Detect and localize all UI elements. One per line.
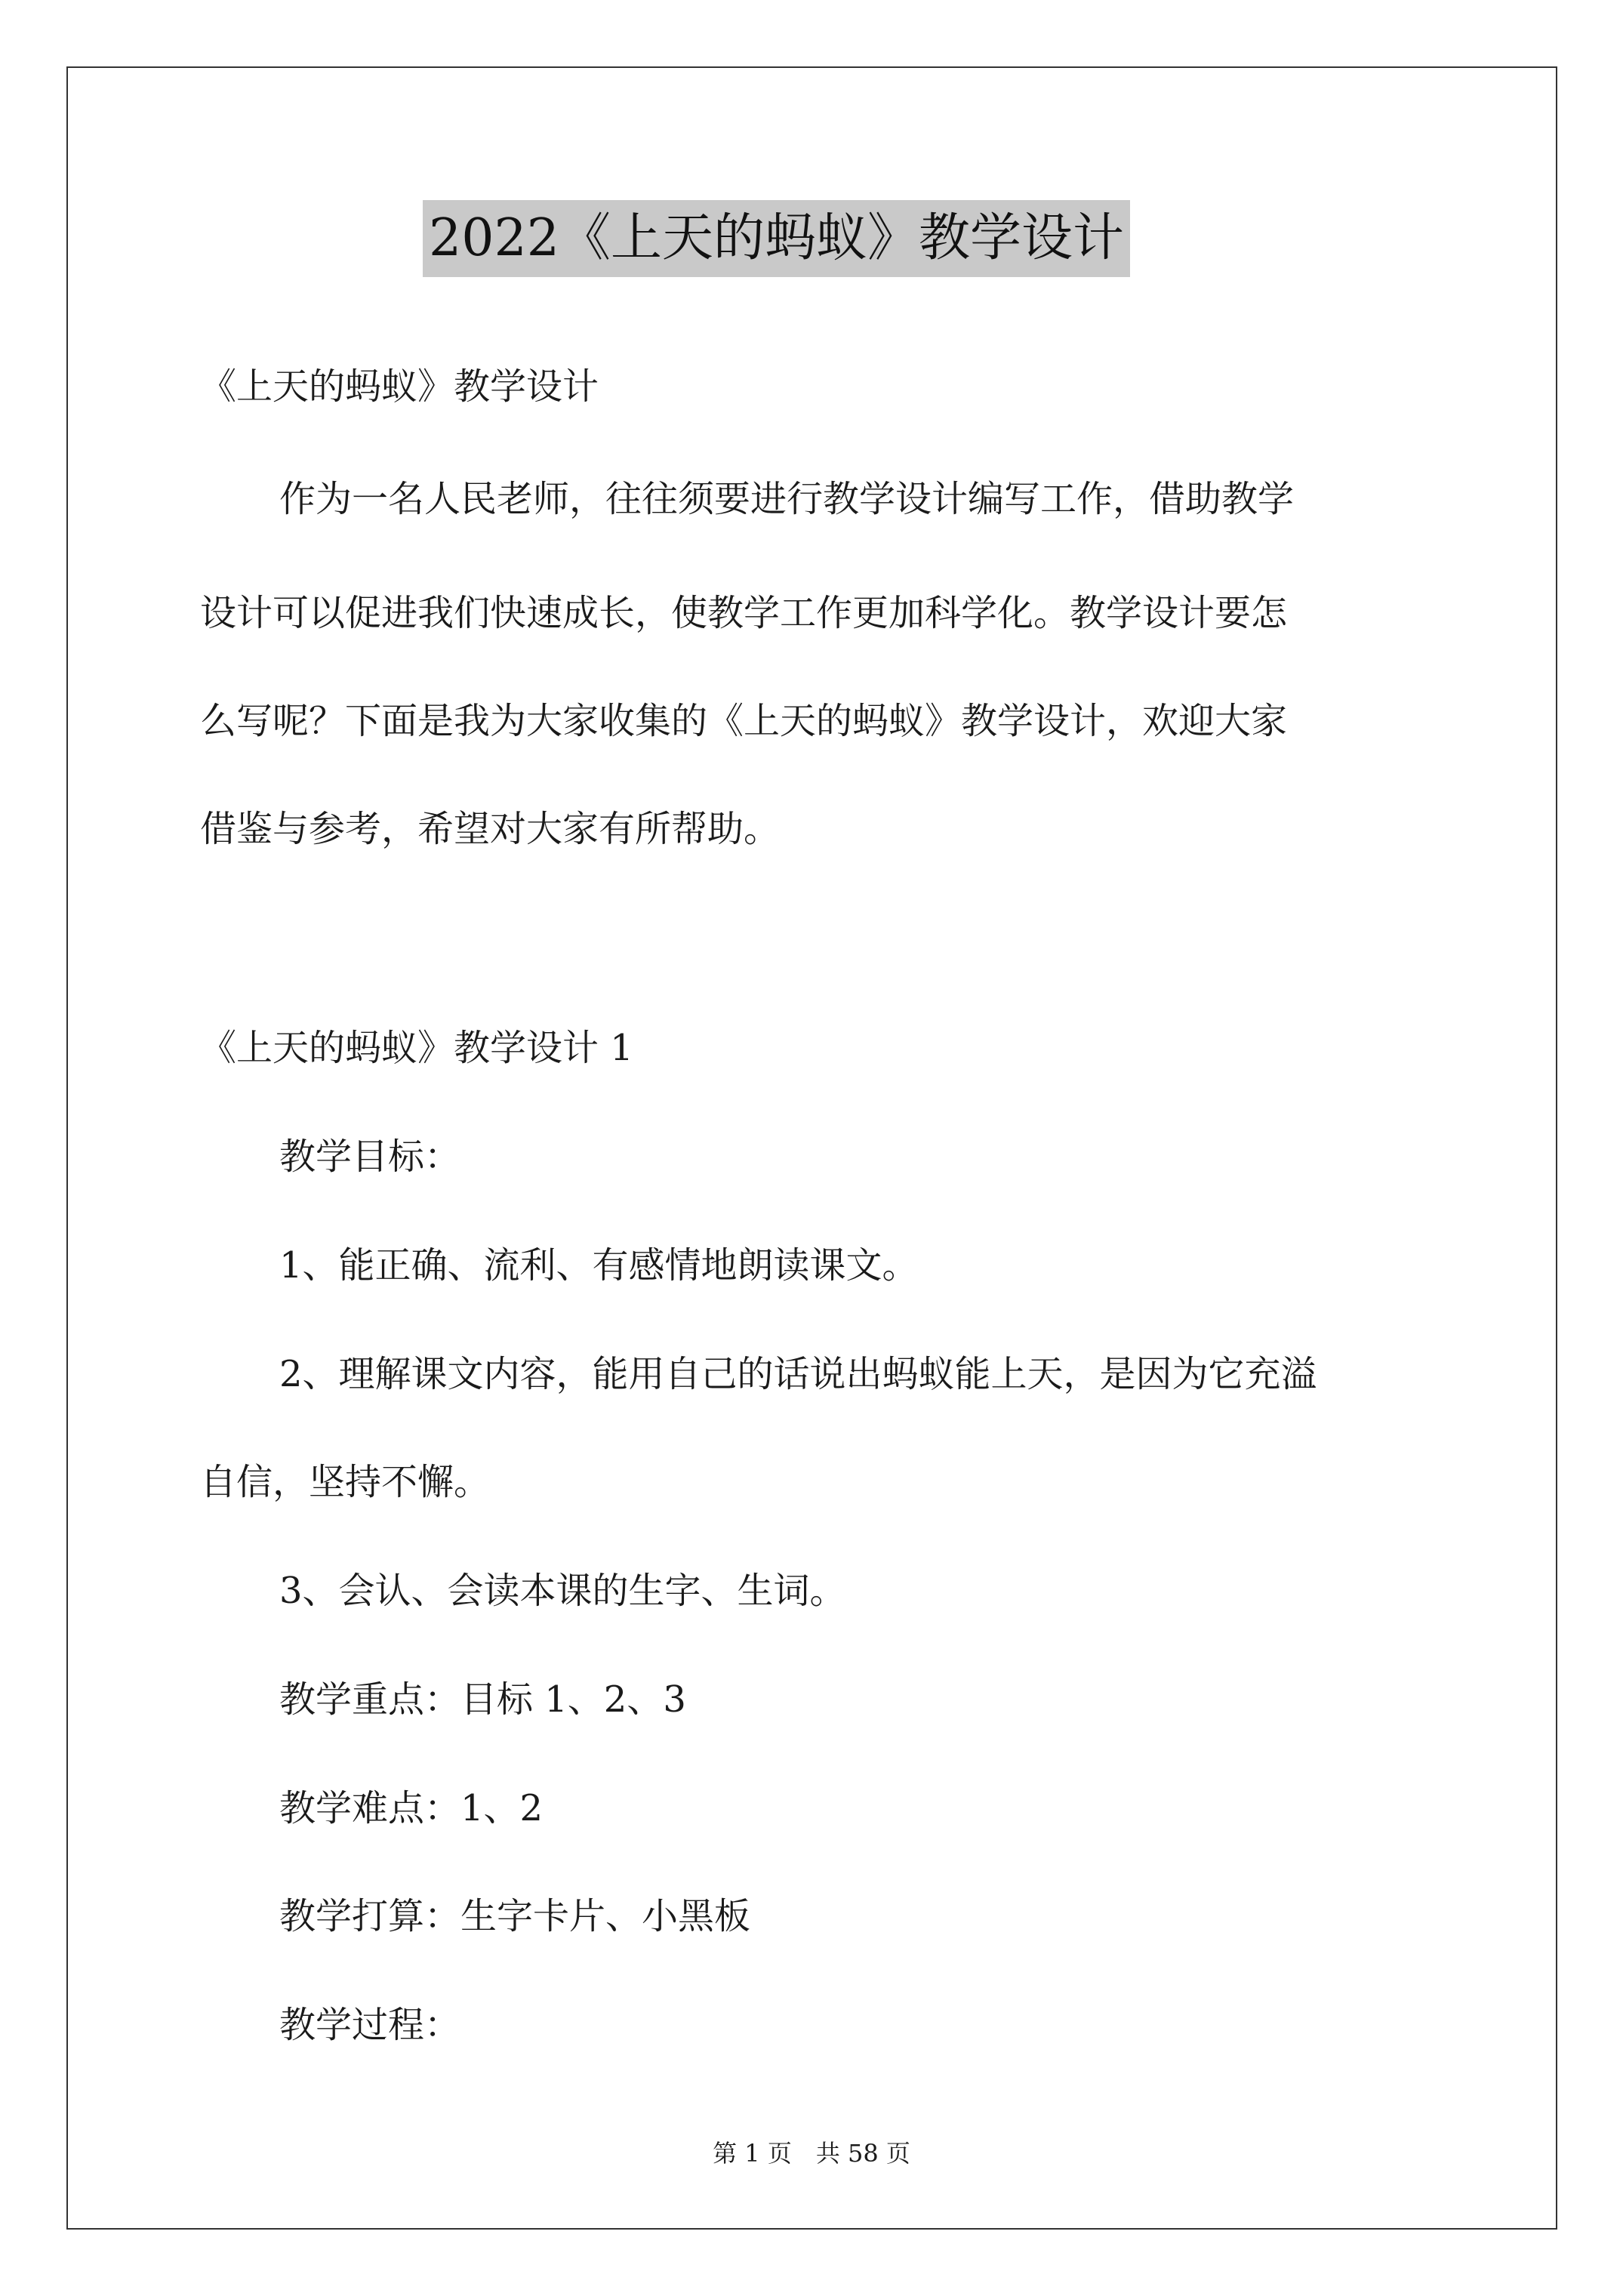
document-title: 2022《上天的蚂蚁》教学设计 bbox=[423, 200, 1130, 277]
document-subtitle: 《上天的蚂蚁》教学设计 bbox=[200, 365, 599, 408]
objective-1: 1、能正确、流利、有感情地朗读课文。 bbox=[279, 1244, 919, 1287]
objective-3: 3、会认、会读本课的生字、生词。 bbox=[279, 1570, 846, 1612]
section-heading: 《上天的蚂蚁》教学设计 1 bbox=[200, 1027, 633, 1069]
objectives-heading: 教学目标： bbox=[279, 1136, 461, 1178]
difficulties: 教学难点：1、2 bbox=[279, 1787, 544, 1829]
objective-2-line-2: 自信，坚持不懈。 bbox=[200, 1461, 491, 1503]
intro-line-4: 借鉴与参考，希望对大家有所帮助。 bbox=[200, 808, 781, 850]
process-heading: 教学过程： bbox=[279, 2004, 461, 2046]
preparation: 教学打算：生字卡片、小黑板 bbox=[279, 1895, 751, 1937]
objective-2-line-1: 2、理解课文内容，能用自己的话说出蚂蚁能上天，是因为它充溢 bbox=[279, 1353, 1317, 1395]
intro-line-2: 设计可以促进我们快速成长，使教学工作更加科学化。教学设计要怎 bbox=[200, 592, 1288, 634]
page-footer: 第 1 页 共 58 页 bbox=[713, 2139, 910, 2168]
key-points: 教学重点：目标 1、2、3 bbox=[279, 1678, 686, 1721]
intro-line-3: 么写呢？下面是我为大家收集的《上天的蚂蚁》教学设计，欢迎大家 bbox=[200, 700, 1288, 742]
intro-line-1: 作为一名人民老师，往往须要进行教学设计编写工作，借助教学 bbox=[279, 478, 1295, 520]
